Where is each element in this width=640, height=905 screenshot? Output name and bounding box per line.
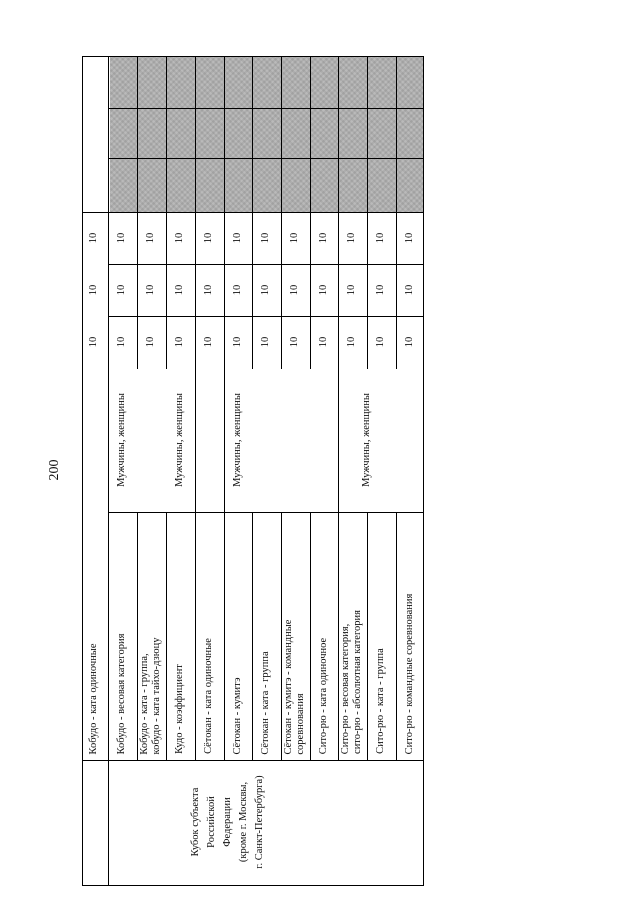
discipline-label: Сито-рю - командные соревнования xyxy=(404,593,415,754)
grid-vline xyxy=(224,56,225,760)
value-cell: 10 xyxy=(203,336,214,348)
merge-cover xyxy=(280,369,283,512)
value-cell: 10 xyxy=(318,232,329,244)
value-cell: 10 xyxy=(232,336,243,348)
value-cell: 10 xyxy=(375,284,386,296)
value-cell: 10 xyxy=(260,284,271,296)
value-cell: 10 xyxy=(88,336,99,348)
value-cell: 10 xyxy=(116,284,127,296)
discipline-label: Сётокан - ката - группа xyxy=(260,650,271,755)
merge-cover xyxy=(395,369,398,512)
value-cell: 10 xyxy=(145,232,156,244)
value-cell: 10 xyxy=(404,232,415,244)
discipline-label: Сётокан - кумитэ - командные xyxy=(283,619,294,754)
value-cell: 10 xyxy=(174,284,185,296)
subject-cell-line: Российской xyxy=(206,796,217,848)
subject-cell-line: Кубок субъекта xyxy=(190,787,201,857)
discipline-label: Сито-рю - ката одиночное xyxy=(318,637,329,755)
discipline-label: Сито-рю - ката - группа xyxy=(375,648,386,754)
value-cell: 10 xyxy=(404,336,415,348)
discipline-label: Кудо - коэффициент xyxy=(174,664,185,754)
merge-cover xyxy=(251,369,254,512)
value-cell: 10 xyxy=(232,232,243,244)
value-cell: 10 xyxy=(260,336,271,348)
grid-hline xyxy=(108,264,424,265)
value-cell: 10 xyxy=(375,336,386,348)
grid-hline xyxy=(108,108,424,109)
value-cell: 10 xyxy=(404,284,415,296)
value-cell: 10 xyxy=(174,232,185,244)
discipline-label: Сётокан - кумитэ xyxy=(232,676,243,755)
value-cell: 10 xyxy=(318,336,329,348)
value-cell: 10 xyxy=(260,232,271,244)
value-cell: 10 xyxy=(346,232,357,244)
value-cell: 10 xyxy=(289,336,300,348)
grid-hline xyxy=(82,212,108,213)
gender-group-label: Мужчины, женщины xyxy=(116,393,127,487)
grid-hline xyxy=(82,212,424,213)
grid-vline xyxy=(195,56,196,760)
subject-cell-line: г. Санкт-Петербурга) xyxy=(254,775,265,869)
discipline-label: Кобудо - ката - группа, xyxy=(139,652,150,755)
merge-cover xyxy=(136,369,139,512)
value-cell: 10 xyxy=(116,336,127,348)
grid-hline xyxy=(82,760,424,761)
grid-hline xyxy=(108,158,424,159)
discipline-label: Сётокан - ката одиночные xyxy=(203,638,214,754)
discipline-label: Кобудо - ката одиночные xyxy=(88,642,99,755)
value-cell: 10 xyxy=(232,284,243,296)
value-cell: 10 xyxy=(116,232,127,244)
discipline-label: сито-рю - абсолютная категория xyxy=(352,610,363,754)
gender-group-label: Мужчины, женщины xyxy=(232,393,243,487)
value-cell: 10 xyxy=(174,336,185,348)
subject-cell-line: Федерации xyxy=(222,797,233,847)
grid-hline xyxy=(108,512,424,513)
value-cell: 10 xyxy=(346,336,357,348)
value-cell: 10 xyxy=(203,232,214,244)
page-number: 200 xyxy=(47,459,62,481)
grid-vline xyxy=(108,56,109,886)
discipline-label: Кобудо - весовая категория xyxy=(116,633,127,754)
discipline-label: Сито-рю - весовая категория, xyxy=(340,623,351,754)
gender-group-label: Мужчины, женщины xyxy=(174,393,185,487)
value-cell: 10 xyxy=(289,232,300,244)
gender-group-label: Мужчины, женщины xyxy=(361,393,372,487)
value-cell: 10 xyxy=(145,336,156,348)
value-cell: 10 xyxy=(203,284,214,296)
grid-vline xyxy=(338,56,339,760)
discipline-label: соревнования xyxy=(295,692,306,755)
value-cell: 10 xyxy=(346,284,357,296)
value-cell: 10 xyxy=(145,284,156,296)
value-cell: 10 xyxy=(289,284,300,296)
merge-cover xyxy=(309,369,312,512)
value-cell: 10 xyxy=(88,284,99,296)
value-cell: 10 xyxy=(375,232,386,244)
merge-cover xyxy=(165,369,168,512)
subject-cell-line: (кроме г. Москвы, xyxy=(238,781,249,863)
value-cell: 10 xyxy=(88,232,99,244)
discipline-label: кобудо - ката тайхо-дзюцу xyxy=(151,637,162,754)
value-cell: 10 xyxy=(318,284,329,296)
grid-hline xyxy=(108,316,424,317)
